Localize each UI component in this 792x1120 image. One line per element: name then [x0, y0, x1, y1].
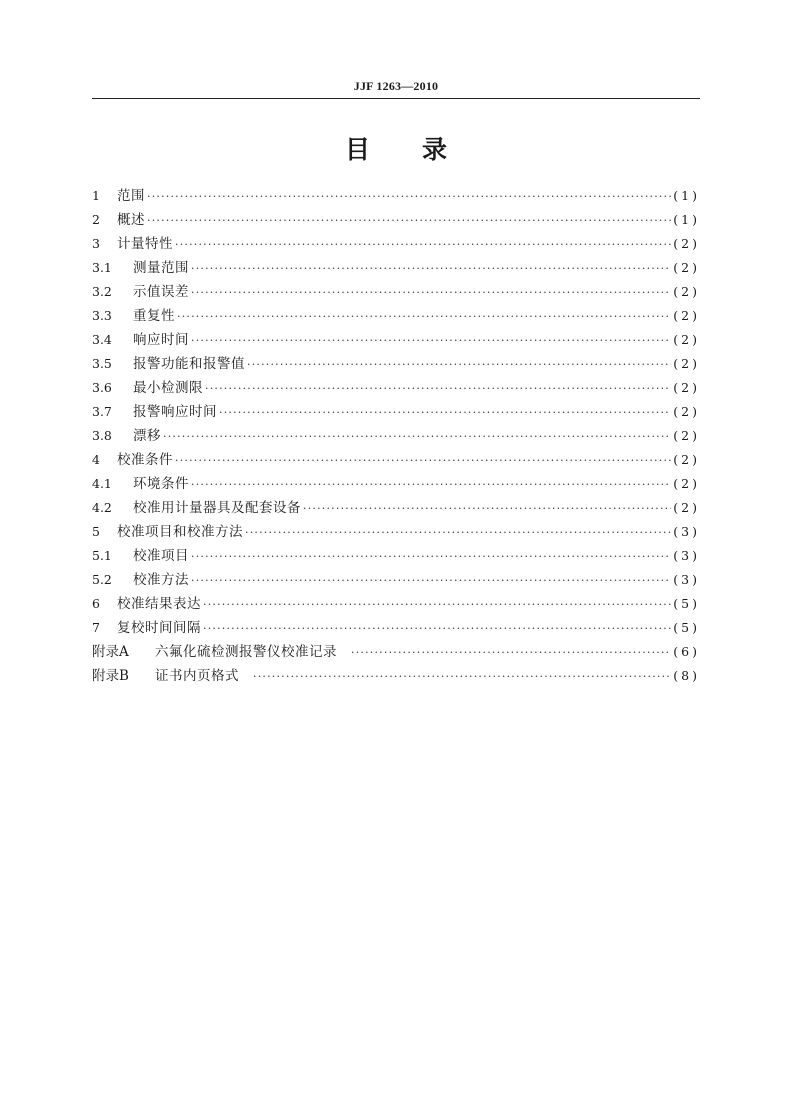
toc-number: 5.1: [92, 548, 112, 563]
toc-entry-4-1[interactable]: [92, 472, 700, 496]
toc-leader-dots: [203, 593, 671, 617]
toc-leader-dots: [191, 257, 671, 281]
toc-leader-dots: [175, 233, 671, 257]
toc-entry-2[interactable]: [92, 208, 700, 232]
toc-page-number: (2): [673, 356, 700, 371]
toc-leader-dots: [205, 377, 671, 401]
page-title-char-1: 目: [344, 135, 370, 164]
toc-number: 7: [92, 620, 100, 635]
toc-entry-5[interactable]: [92, 520, 700, 544]
toc-page-number: (5): [673, 620, 700, 635]
toc-entry-appendix-a[interactable]: [92, 640, 700, 664]
toc-entry-3[interactable]: [92, 232, 700, 256]
toc-page-number: (3): [673, 572, 700, 587]
toc-leader-dots: [253, 665, 671, 689]
toc-page-number: (8): [673, 668, 700, 683]
toc-leader-dots: [191, 473, 671, 497]
toc-title: 报警响应时间: [133, 404, 217, 420]
toc-title: 范围: [117, 188, 145, 204]
toc-title: 校准项目和校准方法: [117, 524, 243, 540]
toc-page-number: (1): [673, 212, 700, 227]
toc-number: 2: [92, 212, 100, 227]
toc-entry-3-6[interactable]: [92, 376, 700, 400]
toc-number: 4.1: [92, 476, 112, 491]
toc-number: 3.4: [92, 332, 112, 347]
page-title: [92, 130, 700, 166]
toc-title: 概述: [117, 212, 145, 228]
toc-number: 1: [92, 188, 100, 203]
toc-page-number: (2): [673, 428, 700, 443]
toc-page-number: (2): [673, 308, 700, 323]
toc-number: 6: [92, 596, 100, 611]
toc-entry-4[interactable]: [92, 448, 700, 472]
toc-leader-dots: [147, 209, 671, 233]
toc-number: 3.5: [92, 356, 112, 371]
toc-title: 六氟化硫检测报警仪校准记录: [155, 644, 337, 660]
toc-number: 3.3: [92, 308, 112, 323]
toc-page-number: (2): [673, 452, 700, 467]
toc-title: 报警功能和报警值: [133, 356, 245, 372]
toc-entry-3-8[interactable]: [92, 424, 700, 448]
toc-title: 校准条件: [117, 452, 173, 468]
page-title-char-2: 录: [422, 135, 448, 164]
toc-number: 5: [92, 524, 100, 539]
toc-title: 示值误差: [133, 284, 189, 300]
toc-title: 重复性: [133, 308, 175, 324]
toc-page-number: (2): [673, 236, 700, 251]
toc-page-number: (3): [673, 548, 700, 563]
toc-leader-dots: [147, 185, 671, 209]
toc-entry-3-7[interactable]: [92, 400, 700, 424]
header-divider: [92, 98, 700, 99]
toc-leader-dots: [191, 281, 671, 305]
toc-title: 校准项目: [133, 548, 189, 564]
toc-entry-5-2[interactable]: [92, 568, 700, 592]
toc-title: 复校时间间隔: [117, 620, 201, 636]
toc-entry-1[interactable]: [92, 184, 700, 208]
toc-number: 3.7: [92, 404, 112, 419]
toc-page-number: (2): [673, 284, 700, 299]
toc-number: 3.8: [92, 428, 112, 443]
toc-page-number: (3): [673, 524, 700, 539]
toc-leader-dots: [191, 545, 671, 569]
toc-page-number: (2): [673, 380, 700, 395]
toc-number: 4.2: [92, 500, 112, 515]
toc-number: 5.2: [92, 572, 112, 587]
toc-title: 校准用计量器具及配套设备: [133, 500, 301, 516]
toc-leader-dots: [177, 305, 671, 329]
toc-leader-dots: [245, 521, 671, 545]
toc-leader-dots: [203, 617, 671, 641]
toc-entry-appendix-b[interactable]: [92, 664, 700, 688]
toc-number: 3.6: [92, 380, 112, 395]
toc-title: 响应时间: [133, 332, 189, 348]
toc-page-number: (2): [673, 404, 700, 419]
toc-entry-5-1[interactable]: [92, 544, 700, 568]
toc-title: 环境条件: [133, 476, 189, 492]
toc-leader-dots: [303, 497, 671, 521]
toc-number: 4: [92, 452, 100, 467]
toc-leader-dots: [351, 641, 671, 665]
toc-entry-3-2[interactable]: [92, 280, 700, 304]
toc-entry-6[interactable]: [92, 592, 700, 616]
toc-page-number: (2): [673, 476, 700, 491]
table-of-contents: [92, 184, 700, 688]
toc-page-number: (5): [673, 596, 700, 611]
toc-leader-dots: [175, 449, 671, 473]
toc-page-number: (2): [673, 260, 700, 275]
toc-title: 漂移: [133, 428, 161, 444]
toc-entry-3-4[interactable]: [92, 328, 700, 352]
toc-title: 校准结果表达: [117, 596, 201, 612]
toc-page-number: (1): [673, 188, 700, 203]
toc-title: 证书内页格式: [155, 668, 239, 684]
toc-number: 附录B: [92, 668, 129, 684]
toc-number: 3: [92, 236, 100, 251]
toc-leader-dots: [191, 569, 671, 593]
toc-entry-3-1[interactable]: [92, 256, 700, 280]
toc-entry-3-5[interactable]: [92, 352, 700, 376]
toc-leader-dots: [219, 401, 671, 425]
toc-title: 校准方法: [133, 572, 189, 588]
toc-leader-dots: [163, 425, 671, 449]
toc-title: 计量特性: [117, 236, 173, 252]
toc-number: 3.1: [92, 260, 112, 275]
toc-title: 最小检测限: [133, 380, 203, 396]
toc-title: 测量范围: [133, 260, 189, 276]
document-code-header: JJF 1263—2010: [353, 79, 439, 93]
toc-page-number: (2): [673, 332, 700, 347]
toc-leader-dots: [247, 353, 671, 377]
toc-page-number: (2): [673, 500, 700, 515]
toc-page-number: (6): [673, 644, 700, 659]
toc-number: 附录A: [92, 644, 129, 660]
toc-leader-dots: [191, 329, 671, 353]
toc-entry-3-3[interactable]: [92, 304, 700, 328]
toc-entry-7[interactable]: [92, 616, 700, 640]
toc-number: 3.2: [92, 284, 112, 299]
toc-entry-4-2[interactable]: [92, 496, 700, 520]
